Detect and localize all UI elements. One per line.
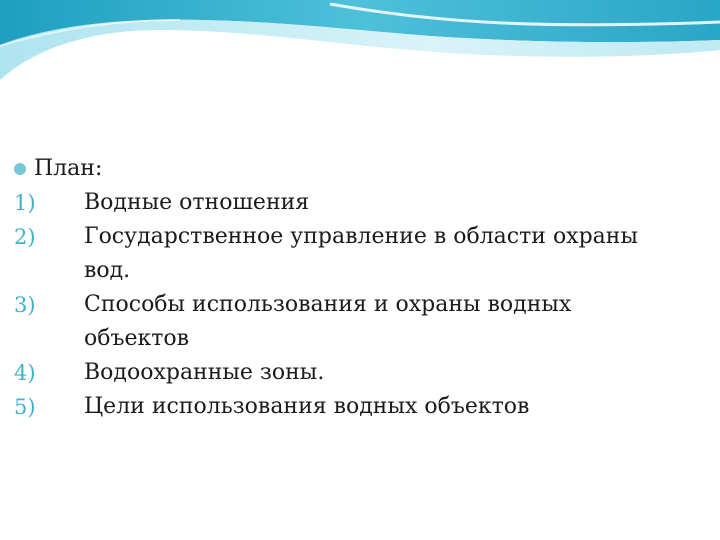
- plan-content: [0, 152, 690, 424]
- list-item-text: Водные отношения: [84, 190, 310, 215]
- list-item-text: Способы использования и охраны водных объектов: [84, 292, 572, 351]
- list-item-number: 1): [14, 191, 36, 215]
- list-item-number: 4): [14, 361, 36, 385]
- list-item: [0, 186, 690, 220]
- list-item-number: 5): [14, 395, 36, 419]
- list-item-number: 2): [14, 225, 36, 249]
- plan-heading-row: [0, 152, 690, 186]
- list-item-number: 3): [14, 293, 36, 317]
- list-item-text: Цели использования водных объектов: [84, 394, 530, 419]
- list-item: [0, 390, 690, 424]
- list-item-text: Государственное управление в области охраны вод.: [84, 224, 638, 283]
- plan-heading: План:: [34, 156, 103, 181]
- list-item: [0, 288, 690, 356]
- bullet-icon: [14, 163, 26, 175]
- list-item: [0, 356, 690, 390]
- list-item-text: Водоохранные зоны.: [84, 360, 325, 385]
- list-item: [0, 220, 690, 288]
- decorative-wave-banner: [0, 0, 720, 100]
